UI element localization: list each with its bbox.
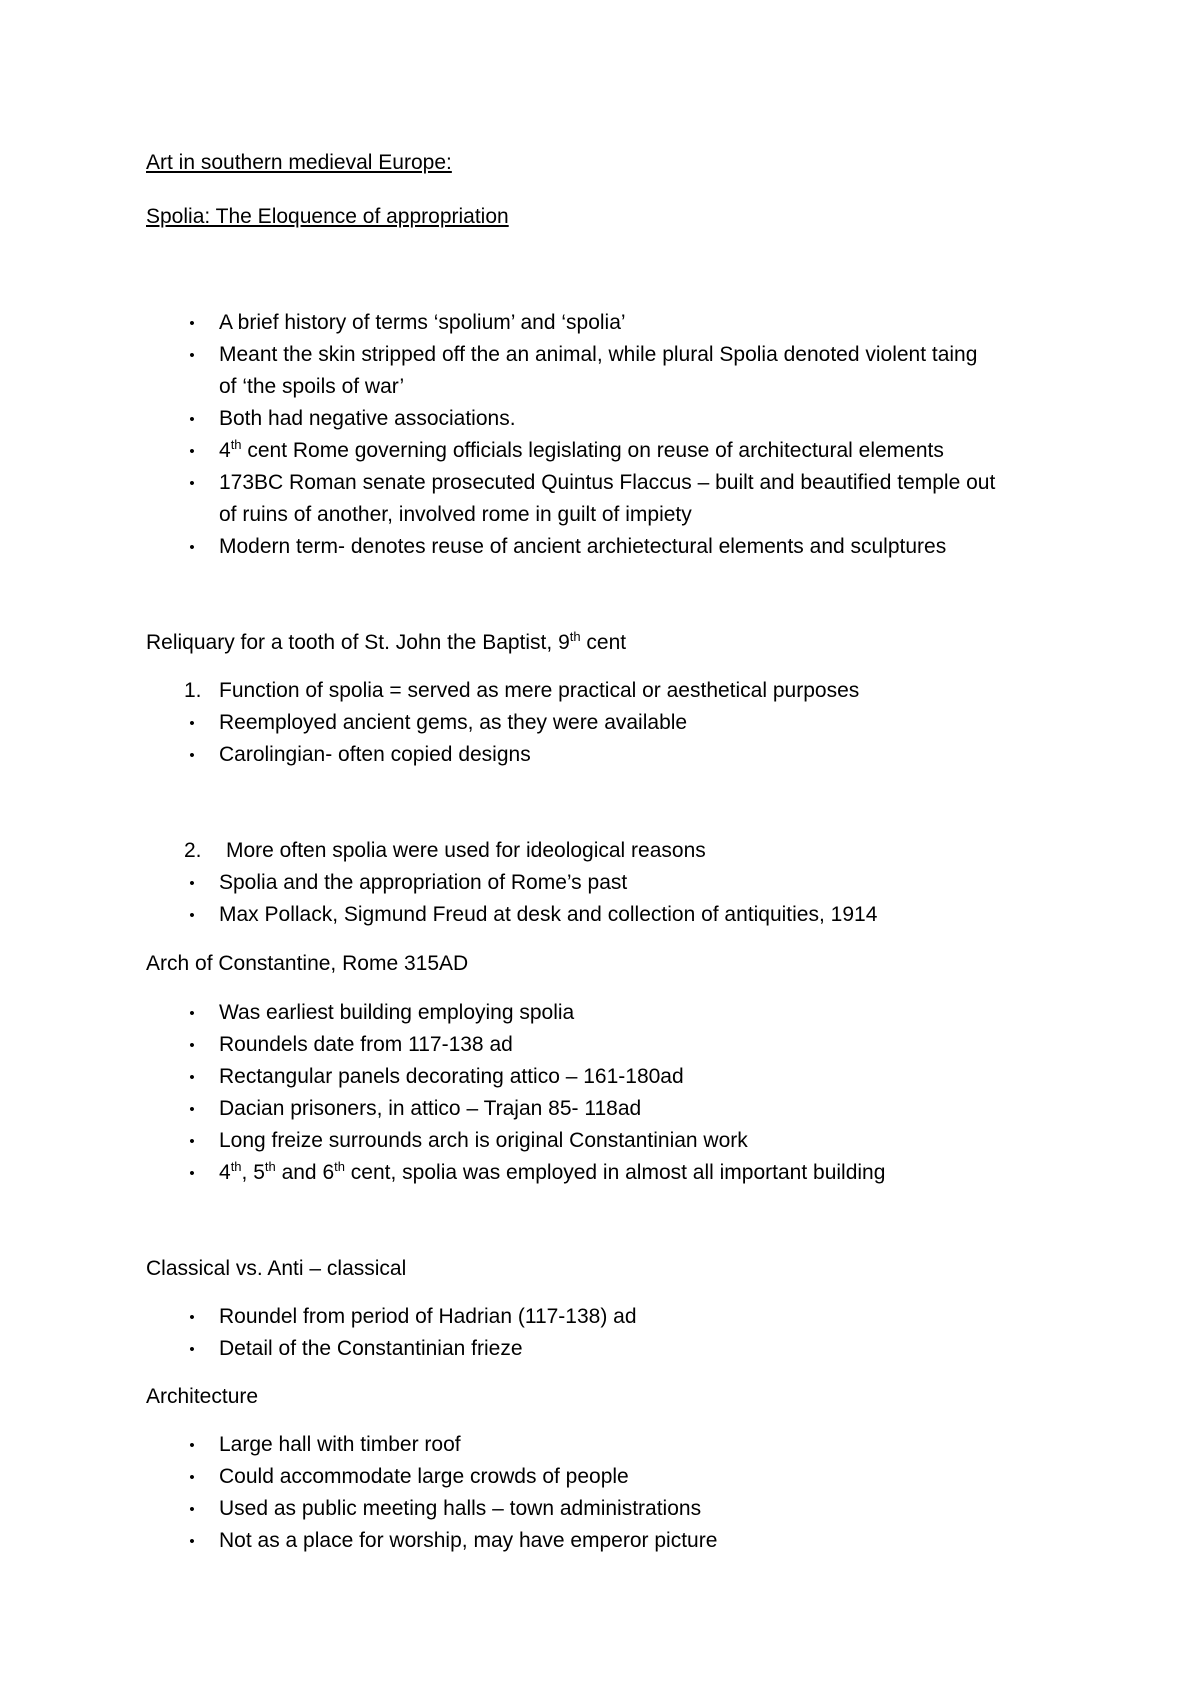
- bullet-marker: •: [189, 1309, 195, 1326]
- bullet-marker: •: [189, 443, 195, 460]
- list-number: 2.: [184, 839, 202, 862]
- bullet-marker: •: [189, 1005, 195, 1022]
- bullet-marker: •: [189, 475, 195, 492]
- bullet-marker: •: [189, 1069, 195, 1086]
- list-item: Dacian prisoners, in attico – Trajan 85- 118ad: [219, 1097, 642, 1120]
- bullet-marker: •: [189, 715, 195, 732]
- numbered-item: Function of spolia = served as mere practical or aesthetical purposes: [219, 679, 860, 702]
- bullet-marker: •: [189, 411, 195, 428]
- bullet-marker: •: [189, 1437, 195, 1454]
- bullet-marker: •: [189, 1341, 195, 1358]
- list-item: Could accommodate large crowds of people: [219, 1465, 629, 1488]
- list-item: Carolingian- often copied designs: [219, 743, 531, 766]
- list-item: Meant the skin stripped off the an animal, while plural Spolia denoted violent taing: [219, 343, 978, 366]
- list-item: 173BC Roman senate prosecuted Quintus Flaccus – built and beautified temple out: [219, 471, 996, 494]
- bullet-marker: •: [189, 1037, 195, 1054]
- list-item-continuation: of ruins of another, involved rome in guilt of impiety: [219, 503, 692, 526]
- list-item: Reemployed ancient gems, as they were available: [219, 711, 688, 734]
- bullet-marker: •: [189, 1469, 195, 1486]
- list-item: Spolia and the appropriation of Rome’s past: [219, 871, 628, 894]
- bullet-marker: •: [189, 1133, 195, 1150]
- list-item: Large hall with timber roof: [219, 1433, 461, 1456]
- section-heading-classical: Classical vs. Anti – classical: [146, 1257, 407, 1280]
- list-item: Detail of the Constantinian frieze: [219, 1337, 523, 1360]
- section-heading-arch: Arch of Constantine, Rome 315AD: [146, 952, 469, 975]
- list-item-continuation: of ‘the spoils of war’: [219, 375, 405, 398]
- bullet-marker: •: [189, 1501, 195, 1518]
- list-number: 1.: [184, 679, 202, 702]
- list-item: 4th cent Rome governing officials legislating on reuse of architectural elements: [219, 437, 944, 462]
- bullet-marker: •: [189, 875, 195, 892]
- section-heading-architecture: Architecture: [146, 1385, 259, 1408]
- list-item: Roundel from period of Hadrian (117-138) ad: [219, 1305, 637, 1328]
- list-item: Modern term- denotes reuse of ancient archietectural elements and sculptures: [219, 535, 947, 558]
- list-item: Rectangular panels decorating attico – 161-180ad: [219, 1065, 684, 1088]
- document-title: Art in southern medieval Europe:: [146, 151, 452, 174]
- section-heading-reliquary: Reliquary for a tooth of St. John the Baptist, 9th cent: [146, 629, 627, 654]
- list-item: Used as public meeting halls – town administrations: [219, 1497, 702, 1520]
- list-item: A brief history of terms ‘spolium’ and ‘spolia’: [219, 311, 626, 334]
- list-item: Roundels date from 117-138 ad: [219, 1033, 513, 1056]
- bullet-marker: •: [189, 1101, 195, 1118]
- bullet-marker: •: [189, 907, 195, 924]
- numbered-item: More often spolia were used for ideological reasons: [226, 839, 706, 862]
- list-item: 4th, 5th and 6th cent, spolia was employed in almost all important building: [219, 1159, 886, 1184]
- list-item: Was earliest building employing spolia: [219, 1001, 575, 1024]
- document-subtitle: Spolia: The Eloquence of appropriation: [146, 205, 509, 228]
- bullet-marker: •: [189, 315, 195, 332]
- bullet-marker: •: [189, 539, 195, 556]
- bullet-marker: •: [189, 1165, 195, 1182]
- list-item: Both had negative associations.: [219, 407, 516, 430]
- list-item: Long freize surrounds arch is original Constantinian work: [219, 1129, 748, 1152]
- list-item: Not as a place for worship, may have emperor picture: [219, 1529, 718, 1552]
- bullet-marker: •: [189, 347, 195, 364]
- list-item: Max Pollack, Sigmund Freud at desk and collection of antiquities, 1914: [219, 903, 878, 926]
- bullet-marker: •: [189, 1533, 195, 1550]
- bullet-marker: •: [189, 747, 195, 764]
